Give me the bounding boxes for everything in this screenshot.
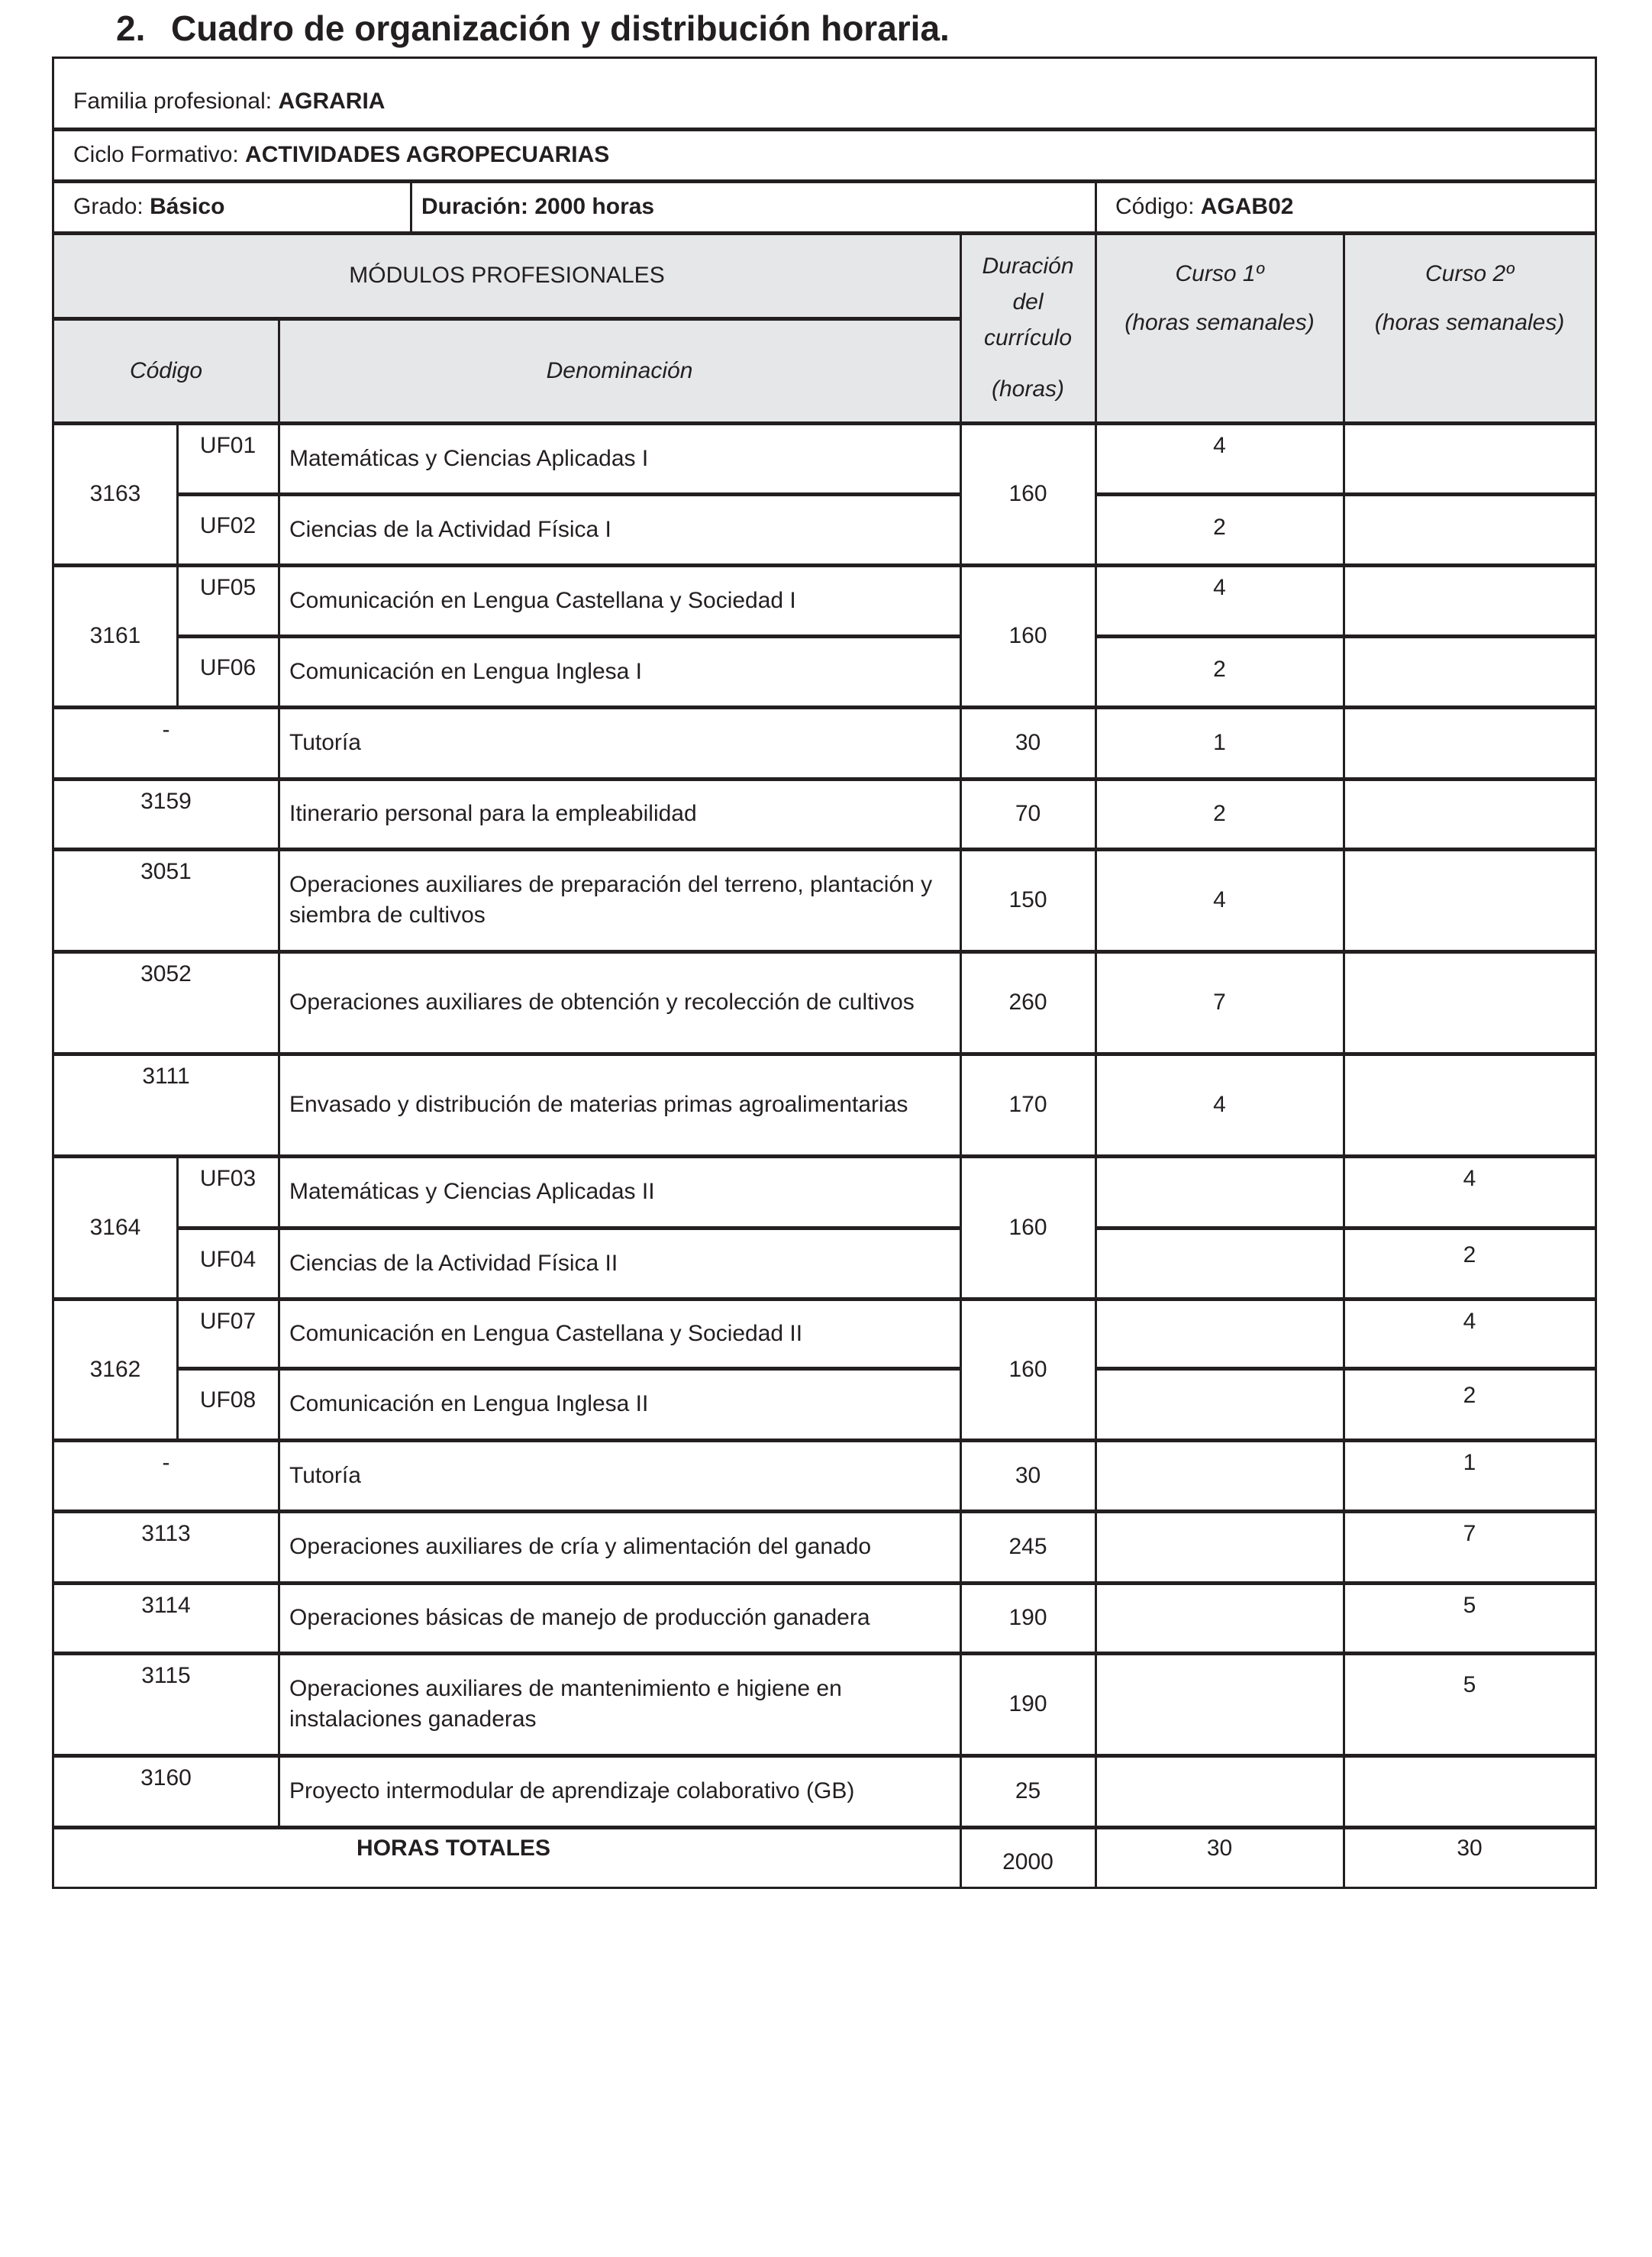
- module-hours: 70: [1015, 801, 1041, 826]
- module-code: 3162: [89, 1356, 141, 1382]
- uf-name: Comunicación en Lengua Inglesa II: [289, 1391, 649, 1416]
- uf-code: UF06: [199, 655, 257, 680]
- module-name: Proyecto intermodular de aprendizaje colaborativo (GB): [289, 1778, 855, 1803]
- section-title-text: Cuadro de organización y distribución horaria.: [171, 8, 950, 48]
- uf-curso2-hours: 2: [1463, 1383, 1476, 1408]
- module-code: 3164: [89, 1214, 141, 1240]
- uf-code: UF03: [199, 1166, 257, 1191]
- table-border: [52, 57, 1597, 1889]
- module-code: 3163: [89, 481, 141, 506]
- totals-curso2: 30: [1457, 1836, 1483, 1861]
- module-hours: 190: [1008, 1691, 1047, 1716]
- module-code: 3160: [140, 1765, 192, 1790]
- module-hours: 160: [1008, 1214, 1047, 1240]
- header-curso2-title: Curso 2º: [1425, 261, 1514, 286]
- module-curso1-hours: 7: [1213, 990, 1226, 1015]
- module-hours: 30: [1015, 1462, 1041, 1488]
- module-hours: 190: [1008, 1605, 1047, 1630]
- module-code: 3113: [141, 1521, 191, 1546]
- module-code: 3161: [89, 623, 141, 648]
- module-code: -: [162, 1450, 170, 1475]
- uf-code: UF04: [199, 1247, 257, 1272]
- section-title: [116, 8, 950, 49]
- module-name: Operaciones auxiliares de preparación del terreno, plantación y siembra de cultivos: [289, 872, 933, 928]
- module-code: 3052: [140, 961, 192, 986]
- uf-curso2-hours: 2: [1463, 1242, 1476, 1267]
- header-duracion-l3: currículo: [983, 325, 1073, 350]
- uf-code: UF08: [199, 1387, 257, 1413]
- module-curso1-hours: 2: [1213, 801, 1226, 826]
- header-denominacion-label: Denominación: [546, 357, 693, 383]
- module-hours: 150: [1008, 887, 1047, 912]
- totals-curso1: 30: [1206, 1836, 1233, 1861]
- module-curso2-hours: 5: [1463, 1593, 1476, 1618]
- module-name: Operaciones auxiliares de mantenimiento e higiene en instalaciones ganaderas: [289, 1676, 842, 1732]
- module-curso1-hours: 4: [1213, 1092, 1226, 1117]
- uf-curso1-hours: 4: [1213, 433, 1226, 458]
- codigo-label: Código:: [1115, 194, 1201, 219]
- uf-curso2-hours: 4: [1463, 1309, 1476, 1334]
- ciclo-value: ACTIVIDADES AGROPECUARIAS: [245, 142, 610, 167]
- module-name: Operaciones auxiliares de cría y alimentación del ganado: [289, 1534, 872, 1559]
- module-hours: 160: [1008, 1356, 1047, 1382]
- module-curso1-hours: 1: [1213, 730, 1226, 755]
- header-codigo-label: Código: [129, 357, 203, 383]
- module-hours: 170: [1008, 1092, 1047, 1117]
- uf-code: UF02: [199, 513, 257, 538]
- module-code: 3114: [141, 1593, 191, 1618]
- module-code: 3159: [140, 789, 192, 814]
- module-code: -: [162, 717, 170, 742]
- uf-code: UF01: [199, 433, 257, 458]
- module-hours: 160: [1008, 481, 1047, 506]
- familia-value: AGRARIA: [278, 88, 386, 114]
- uf-curso1-hours: 2: [1213, 515, 1226, 540]
- uf-name: Comunicación en Lengua Castellana y Sociedad I: [289, 587, 796, 613]
- uf-curso1-hours: 4: [1213, 575, 1226, 600]
- header-curso1-sub: (horas semanales): [1124, 310, 1315, 335]
- module-hours: 260: [1008, 990, 1047, 1015]
- uf-name: Comunicación en Lengua Castellana y Sociedad II: [289, 1320, 803, 1346]
- totals-hours: 2000: [1002, 1849, 1053, 1874]
- familia-label: Familia profesional:: [73, 88, 279, 114]
- uf-name: Comunicación en Lengua Inglesa I: [289, 658, 642, 684]
- header-modulos-label: MÓDULOS PROFESIONALES: [349, 263, 665, 288]
- module-name: Operaciones básicas de manejo de producción ganadera: [289, 1605, 870, 1630]
- grado-label: Grado:: [73, 194, 150, 219]
- uf-curso1-hours: 2: [1213, 657, 1226, 682]
- grado-value: Básico: [150, 194, 225, 219]
- totals-label: HORAS TOTALES: [357, 1836, 550, 1861]
- module-curso1-hours: 4: [1213, 887, 1226, 912]
- header-curso1-title: Curso 1º: [1175, 261, 1264, 286]
- module-hours: 245: [1008, 1534, 1047, 1559]
- module-curso2-hours: 5: [1463, 1672, 1476, 1697]
- module-name: Envasado y distribución de materias primas agroalimentarias: [289, 1092, 908, 1117]
- header-duracion-l2: del: [1012, 289, 1044, 315]
- module-code: 3051: [140, 859, 192, 884]
- module-name: Operaciones auxiliares de obtención y recolección de cultivos: [289, 990, 915, 1015]
- duracion-total: Duración: 2000 horas: [421, 194, 655, 219]
- uf-code: UF07: [199, 1309, 257, 1334]
- uf-name: Ciencias de la Actividad Física II: [289, 1250, 618, 1276]
- uf-code: UF05: [199, 575, 257, 600]
- module-curso2-hours: 1: [1463, 1450, 1476, 1475]
- module-code: 3115: [141, 1663, 191, 1688]
- section-number: 2.: [116, 8, 146, 48]
- uf-name: Matemáticas y Ciencias Aplicadas II: [289, 1179, 655, 1204]
- codigo-value: AGAB02: [1200, 194, 1294, 219]
- module-hours: 30: [1015, 730, 1041, 755]
- module-name: Tutoría: [289, 1462, 361, 1488]
- module-name: Itinerario personal para la empleabilidad: [289, 801, 697, 826]
- ciclo-label: Ciclo Formativo:: [73, 142, 246, 167]
- module-name: Tutoría: [289, 730, 361, 755]
- module-code: 3111: [142, 1064, 190, 1089]
- header-duracion-l4: (horas): [991, 376, 1065, 402]
- header-duracion-l1: Duración: [982, 253, 1074, 279]
- module-curso2-hours: 7: [1463, 1521, 1476, 1546]
- uf-curso2-hours: 4: [1463, 1166, 1476, 1191]
- header-curso2-sub: (horas semanales): [1374, 310, 1565, 335]
- module-hours: 160: [1008, 623, 1047, 648]
- module-hours: 25: [1015, 1778, 1041, 1803]
- uf-name: Matemáticas y Ciencias Aplicadas I: [289, 445, 649, 471]
- uf-name: Ciencias de la Actividad Física I: [289, 516, 611, 542]
